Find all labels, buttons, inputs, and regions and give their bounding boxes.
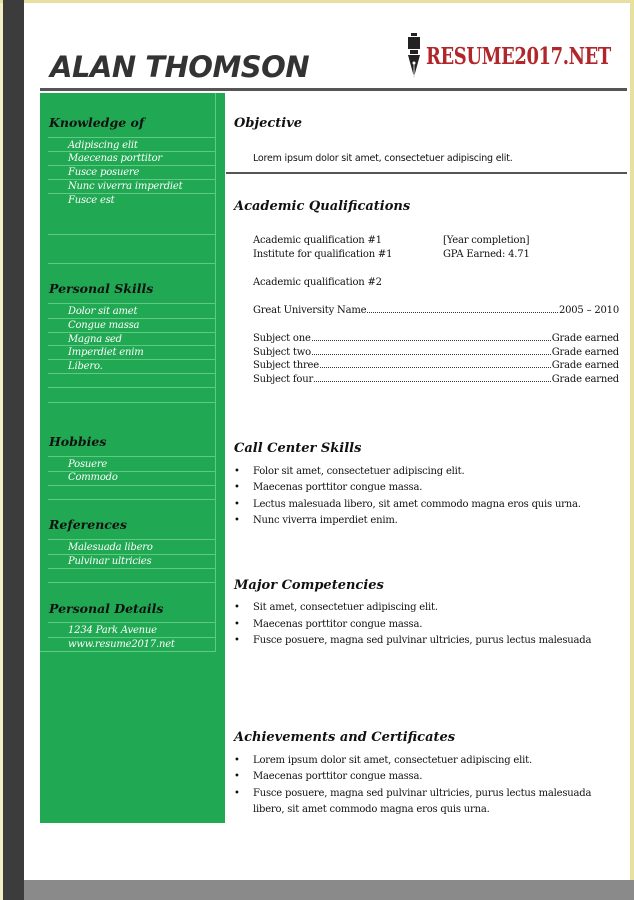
- sidebar-rule: [48, 332, 215, 333]
- sidebar-item: Fusce est: [68, 195, 115, 206]
- dot-leader: [314, 374, 551, 382]
- sidebar-item: Magna sed: [68, 334, 122, 345]
- subject-name: Subject two: [253, 347, 311, 358]
- sidebar-rule: [48, 373, 215, 374]
- list-item-text: Maecenas porttitor congue massa.: [253, 482, 423, 493]
- sidebar-rule: [48, 402, 215, 403]
- bullet: •: [234, 619, 240, 630]
- page-right-bar: [630, 0, 634, 900]
- qualification-2: Academic qualification #2: [253, 277, 382, 288]
- sidebar-divider: [215, 93, 216, 651]
- header-rule: [40, 88, 627, 91]
- sidebar-rule: [48, 179, 215, 180]
- objective-rule: [226, 172, 627, 174]
- university-name: Great University Name: [253, 305, 367, 316]
- resume-name: ALAN THOMSON: [50, 50, 310, 84]
- subject-name: Subject three: [253, 360, 319, 371]
- sidebar-rule: [48, 318, 215, 319]
- sidebar-item: Dolor sit amet: [68, 306, 138, 317]
- sidebar-heading-personal-skills: Personal Skills: [49, 281, 154, 296]
- sidebar-rule: [48, 303, 215, 304]
- sidebar-item: Adipiscing elit: [68, 140, 138, 151]
- list-item-text: Lorem ipsum dolor sit amet, consectetuer adipiscing elit.: [253, 755, 532, 766]
- sidebar-heading-references: References: [49, 517, 127, 532]
- dot-leader: [312, 347, 551, 355]
- competencies-heading: Major Competencies: [234, 578, 384, 593]
- subject-row: [253, 360, 619, 371]
- sidebar-rule: [48, 387, 215, 388]
- sidebar-heading-knowledge: Knowledge of: [49, 115, 145, 130]
- bullet: •: [234, 482, 240, 493]
- gpa: GPA Earned: 4.71: [443, 249, 530, 260]
- sidebar-rule: [48, 456, 215, 457]
- bullet: •: [234, 602, 240, 613]
- objective-text: Lorem ipsum dolor sit amet, consectetuer adipiscing elit.: [253, 153, 513, 164]
- sidebar-rule: [48, 359, 215, 360]
- academic-heading: Academic Qualifications: [234, 199, 411, 214]
- qualification-1-year: [Year completion]: [443, 235, 530, 246]
- logo: [406, 33, 634, 79]
- fountain-pen-icon: [406, 33, 422, 79]
- logo-text: RESUME2017.NET: [426, 42, 611, 70]
- sidebar-item: 1234 Park Avenue: [68, 625, 157, 636]
- list-item-text: Nunc viverra imperdiet enim.: [253, 515, 398, 526]
- subject-row: [253, 347, 619, 358]
- sidebar-rule: [48, 554, 215, 555]
- subject-grade: Grade earned: [551, 360, 619, 371]
- sidebar-heading-hobbies: Hobbies: [49, 434, 107, 449]
- bullet: •: [234, 788, 240, 799]
- bullet: •: [234, 771, 240, 782]
- qualification-1: Academic qualification #1: [253, 235, 382, 246]
- bullet: •: [234, 466, 240, 477]
- sidebar-rule: [40, 651, 216, 652]
- list-item-text: Lectus malesuada libero, sit amet commodo magna eros quis urna.: [253, 499, 581, 510]
- sidebar-item: Commodo: [68, 472, 118, 483]
- subject-grade: Grade earned: [551, 333, 619, 344]
- sidebar-rule: [48, 539, 215, 540]
- sidebar-item: Maecenas porttitor: [68, 153, 163, 164]
- subject-row: [253, 333, 619, 344]
- sidebar-rule: [48, 568, 215, 569]
- subject-row: [253, 374, 619, 385]
- subject-name: Subject four: [253, 374, 314, 385]
- subject-grade: Grade earned: [551, 374, 619, 385]
- sidebar-rule: [48, 234, 215, 235]
- list-item-text: Maecenas porttitor congue massa.: [253, 619, 423, 630]
- bullet: •: [234, 755, 240, 766]
- list-item-text: Fusce posuere, magna sed pulvinar ultricies, purus lectus malesuada: [253, 788, 592, 799]
- sidebar-item: Imperdiet enim: [68, 347, 144, 358]
- list-item-text: Fusce posuere, magna sed pulvinar ultricies, purus lectus malesuada: [253, 635, 592, 646]
- bullet: •: [234, 499, 240, 510]
- sidebar-rule: [48, 582, 215, 583]
- sidebar-rule: [48, 165, 215, 166]
- page-left-bar: [3, 0, 24, 900]
- sidebar-item: Fusce posuere: [68, 167, 140, 178]
- sidebar-rule: [48, 151, 215, 152]
- list-item-text: libero, sit amet commodo magna eros quis urna.: [253, 804, 490, 815]
- university-years: 2005 – 2010: [558, 305, 619, 316]
- sidebar-rule: [48, 637, 215, 638]
- sidebar-rule: [48, 499, 215, 500]
- list-item-text: Folor sit amet, consectetuer adipiscing elit.: [253, 466, 465, 477]
- institute-1: Institute for qualification #1: [253, 249, 393, 260]
- objective-heading: Objective: [234, 116, 303, 131]
- sidebar-item: Libero.: [68, 361, 103, 372]
- subject-grade: Grade earned: [551, 347, 619, 358]
- sidebar-rule: [48, 263, 215, 264]
- sidebar-rule: [48, 622, 215, 623]
- sidebar-item: Pulvinar ultricies: [68, 556, 152, 567]
- university-row: [253, 305, 619, 316]
- sidebar-item: www.resume2017.net: [68, 639, 175, 650]
- sidebar-item: Posuere: [68, 459, 108, 470]
- sidebar-rule: [48, 485, 215, 486]
- sidebar-rule: [48, 345, 215, 346]
- bullet: •: [234, 635, 240, 646]
- bullet: •: [234, 515, 240, 526]
- list-item-text: Maecenas porttitor congue massa.: [253, 771, 423, 782]
- sidebar-item: Congue massa: [68, 320, 140, 331]
- dot-leader: [320, 360, 551, 368]
- sidebar-rule: [48, 193, 215, 194]
- page-bottom-bar: [24, 880, 634, 900]
- dot-leader: [312, 333, 551, 341]
- achievements-heading: Achievements and Certificates: [234, 730, 456, 745]
- call-center-heading: Call Center Skills: [234, 441, 362, 456]
- sidebar-rule: [48, 137, 215, 138]
- sidebar-item: Nunc viverra imperdiet: [68, 181, 183, 192]
- list-item-text: Sit amet, consectetuer adipiscing elit.: [253, 602, 438, 613]
- sidebar-heading-personal-details: Personal Details: [49, 601, 164, 616]
- sidebar-item: Malesuada libero: [68, 542, 153, 553]
- subject-name: Subject one: [253, 333, 311, 344]
- dot-leader: [367, 305, 558, 313]
